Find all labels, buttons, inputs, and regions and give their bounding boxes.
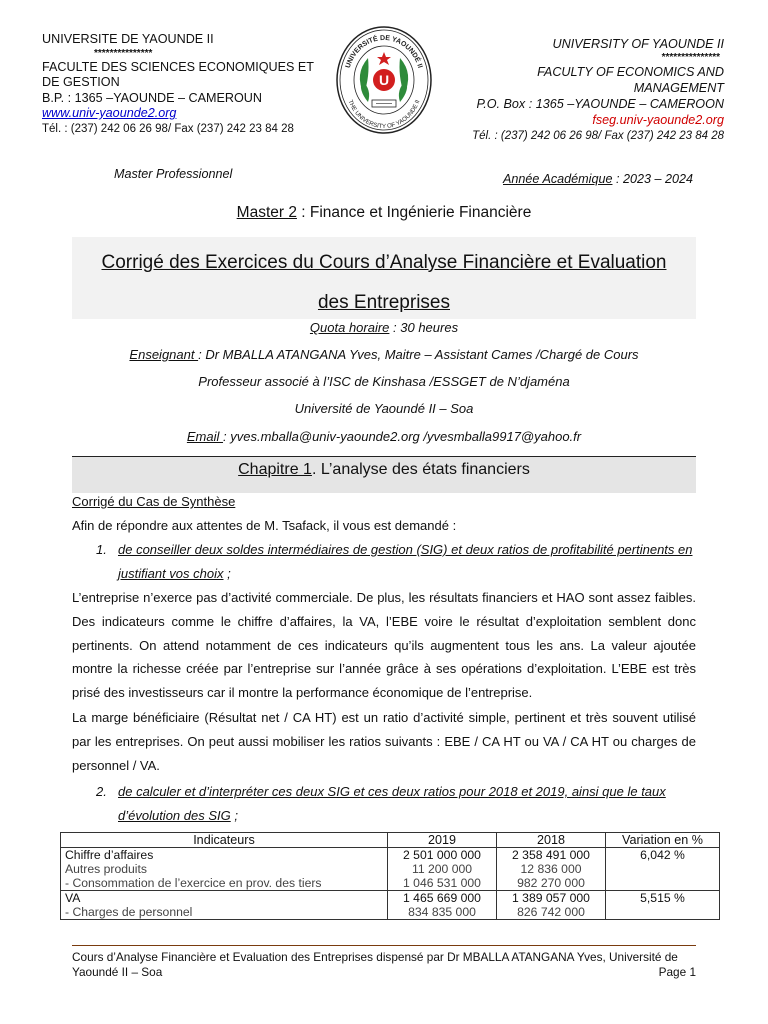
table-row: Chiffre d’affaires Autres produits - Consommation de l’exercice en prov. des tiers 2 501 000 000 11 200 000 1 046 531 000 2 358 491 000 12 836 000 982 270 000 6,042 % bbox=[61, 848, 720, 891]
teacher-line: Enseignant : Dr MBALLA ATANGANA Yves, Maitre – Assistant Cames /Chargé de Cours bbox=[129, 347, 639, 362]
academic-year: Année Académique : 2023 – 2024 bbox=[503, 172, 693, 186]
phone-fax-en: Tél. : (237) 242 06 26 98/ Fax (237) 242 23 84 28 bbox=[472, 130, 724, 142]
svg-text:THE UNIVERSITY OF YAOUNDE II: THE UNIVERSITY OF YAOUNDE II bbox=[346, 99, 422, 131]
stars-separator-en: *************** bbox=[661, 52, 720, 63]
section-title: Corrigé du Cas de Synthèse bbox=[72, 494, 236, 509]
question-2: 2. de calculer et d’interpréter ces deux SIG et ces deux ratios pour 2018 et 2019, ainsi que le taux d’évolution des SIG ; bbox=[96, 784, 666, 823]
website-link[interactable]: www.univ-yaounde2.org bbox=[42, 106, 177, 120]
stars-separator: *************** bbox=[94, 47, 153, 59]
university-name-en: UNIVERSITY OF YAOUNDE II bbox=[552, 37, 724, 51]
quota-hours: Quota horaire : 30 heures bbox=[309, 320, 459, 335]
master-heading: Master 2 : Finance et Ingénierie Financière bbox=[236, 204, 532, 221]
faculty-name-fr-line2: DE GESTION bbox=[42, 75, 120, 89]
program-label: Master Professionnel bbox=[114, 167, 233, 181]
svg-text:U: U bbox=[378, 72, 390, 88]
header-right bbox=[404, 36, 724, 144]
po-box-fr: B.P. : 1365 –YAOUNDE – CAMEROUN bbox=[42, 90, 263, 105]
page-footer bbox=[72, 950, 696, 980]
table-row: VA - Charges de personnel 1 465 669 000 834 835 000 1 389 057 000 826 742 000 5,515 % bbox=[61, 891, 720, 920]
document-title: Corrigé des Exercices du Cours d’Analyse Financière et Evaluation des Entreprises bbox=[101, 252, 667, 313]
header-left bbox=[42, 32, 342, 137]
chapter-heading: Chapitre 1. L’analyse des états financiers bbox=[238, 461, 530, 478]
page-number: Page 1 bbox=[658, 965, 696, 979]
answer-paragraph-1: L’entreprise n’exerce pas d’activité commerciale. De plus, les résultats financiers et HAO sont assez faibles. Des indicateurs comme le chiffre d’affaires, la VA, l’EBE voire le résultat d’exploitation semblent donc pertinents. On attend notamment de ces indicateurs qu’ils augmentent tous les ans. La valeur ajoutée montre la richesse créée par l’entreprise sur l’année grâce à ses opérations d’exploitation. L’EBE est très prisé des investisseurs car il montre la performance économique de l’entreprise. bbox=[72, 590, 696, 701]
footer-text: Cours d’Analyse Financière et Evaluation des Entreprises dispensé par Dr MBALLA ATANGANA Yves, Université de Yaoundé II – Soa bbox=[72, 950, 678, 979]
teacher-affiliation: Professeur associé à l’ISC de Kinshasa /ESSGET de N’djaména bbox=[198, 374, 570, 389]
po-box-en: P.O. Box : 1365 –YAOUNDE – CAMEROON bbox=[476, 97, 724, 111]
footer-divider bbox=[72, 945, 696, 946]
phone-fax-fr: Tél. : (237) 242 06 26 98/ Fax (237) 242 23 84 28 bbox=[42, 122, 294, 135]
intro-paragraph: Afin de répondre aux attentes de M. Tsafack, il vous est demandé : bbox=[72, 518, 457, 533]
table-header-row: Indicateurs 2019 2018 Variation en % bbox=[61, 833, 720, 848]
email-line[interactable]: Email : yves.mballa@univ-yaounde2.org /yvesmballa9917@yahoo.fr bbox=[186, 429, 582, 444]
question-1: 1. de conseiller deux soldes intermédiaires de gestion (SIG) et deux ratios de profitabilité pertinents en justifiant vos choix ; bbox=[96, 542, 693, 581]
faculty-website-link[interactable]: fseg.univ-yaounde2.org bbox=[592, 113, 724, 127]
faculty-name-fr-line1: FACULTE DES SCIENCES ECONOMIQUES ET bbox=[42, 59, 314, 74]
svg-text:UNIVERSITÉ DE YAOUNDÉ II: UNIVERSITÉ DE YAOUNDÉ II bbox=[344, 34, 424, 70]
answer-paragraph-2: La marge bénéficiaire (Résultat net / CA HT) est un ratio d’activité simple, pertinent et très souvent utilisé par les entreprises. On peut aussi mobiliser les ratios suivants : EBE / CA HT ou VA / CA HT ou charges de personnel / VA. bbox=[72, 710, 696, 773]
teacher-university: Université de Yaoundé II – Soa bbox=[294, 401, 474, 416]
indicators-table bbox=[60, 832, 720, 920]
university-name-fr: UNIVERSITE DE YAOUNDE II bbox=[42, 32, 214, 46]
faculty-name-en-line2: MANAGEMENT bbox=[633, 81, 724, 95]
faculty-name-en-line1: FACULTY OF ECONOMICS AND bbox=[537, 65, 724, 79]
